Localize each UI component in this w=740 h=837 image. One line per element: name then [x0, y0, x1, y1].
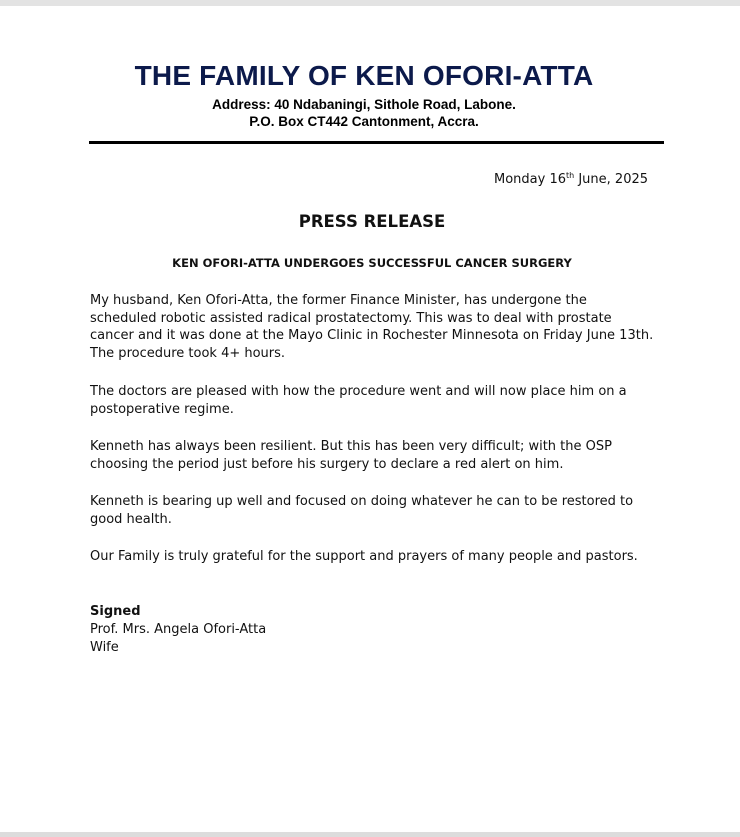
body-paragraph-gratitude: Our Family is truly grateful for the support and prayers of many people and pastors. [90, 549, 638, 564]
signatory-name: Prof. Mrs. Angela Ofori-Atta [90, 622, 267, 637]
body-paragraph-recovery: Kenneth is bearing up well and focused on doing whatever he can to be restored to good health. [90, 494, 634, 527]
body-paragraph-doctors: The doctors are pleased with how the procedure went and will now place him on a postoperative regime. [90, 384, 627, 417]
press-release-headline: KEN OFORI-ATTA UNDERGOES SUCCESSFUL CANCER SURGERY [172, 256, 572, 270]
signatory-role: Wife [90, 640, 119, 655]
release-date-ordinal: th [566, 171, 575, 180]
letterhead-divider [89, 141, 664, 144]
letterhead-title: THE FAMILY OF KEN OFORI-ATTA [134, 60, 594, 91]
body-paragraph-resilience: Kenneth has always been resilient. But this has been very difficult; with the OSP choosing the period just before his surgery to declare a red alert on him. [90, 439, 612, 472]
body-paragraph-surgery: My husband, Ken Ofori-Atta, the former Finance Minister, has undergone the scheduled robotic assisted radical prostatectomy. This was to deal with prostate cancer and it was done at the Mayo Clinic in Rochester Minnesota on Friday June 13th. The procedure took 4+ hours. [90, 293, 654, 361]
release-date-day: Monday 16 [494, 172, 566, 187]
release-date-month-year: June, 2025 [574, 172, 649, 187]
press-release-title: PRESS RELEASE [298, 212, 446, 231]
viewer-bottom-edge [0, 832, 740, 837]
document-page [0, 6, 740, 832]
letterhead-address: Address: 40 Ndabaningi, Sithole Road, Labone. [212, 97, 516, 112]
release-date [494, 171, 648, 189]
signed-label: Signed [90, 604, 141, 619]
letterhead-po-box: P.O. Box CT442 Cantonment, Accra. [249, 114, 479, 129]
